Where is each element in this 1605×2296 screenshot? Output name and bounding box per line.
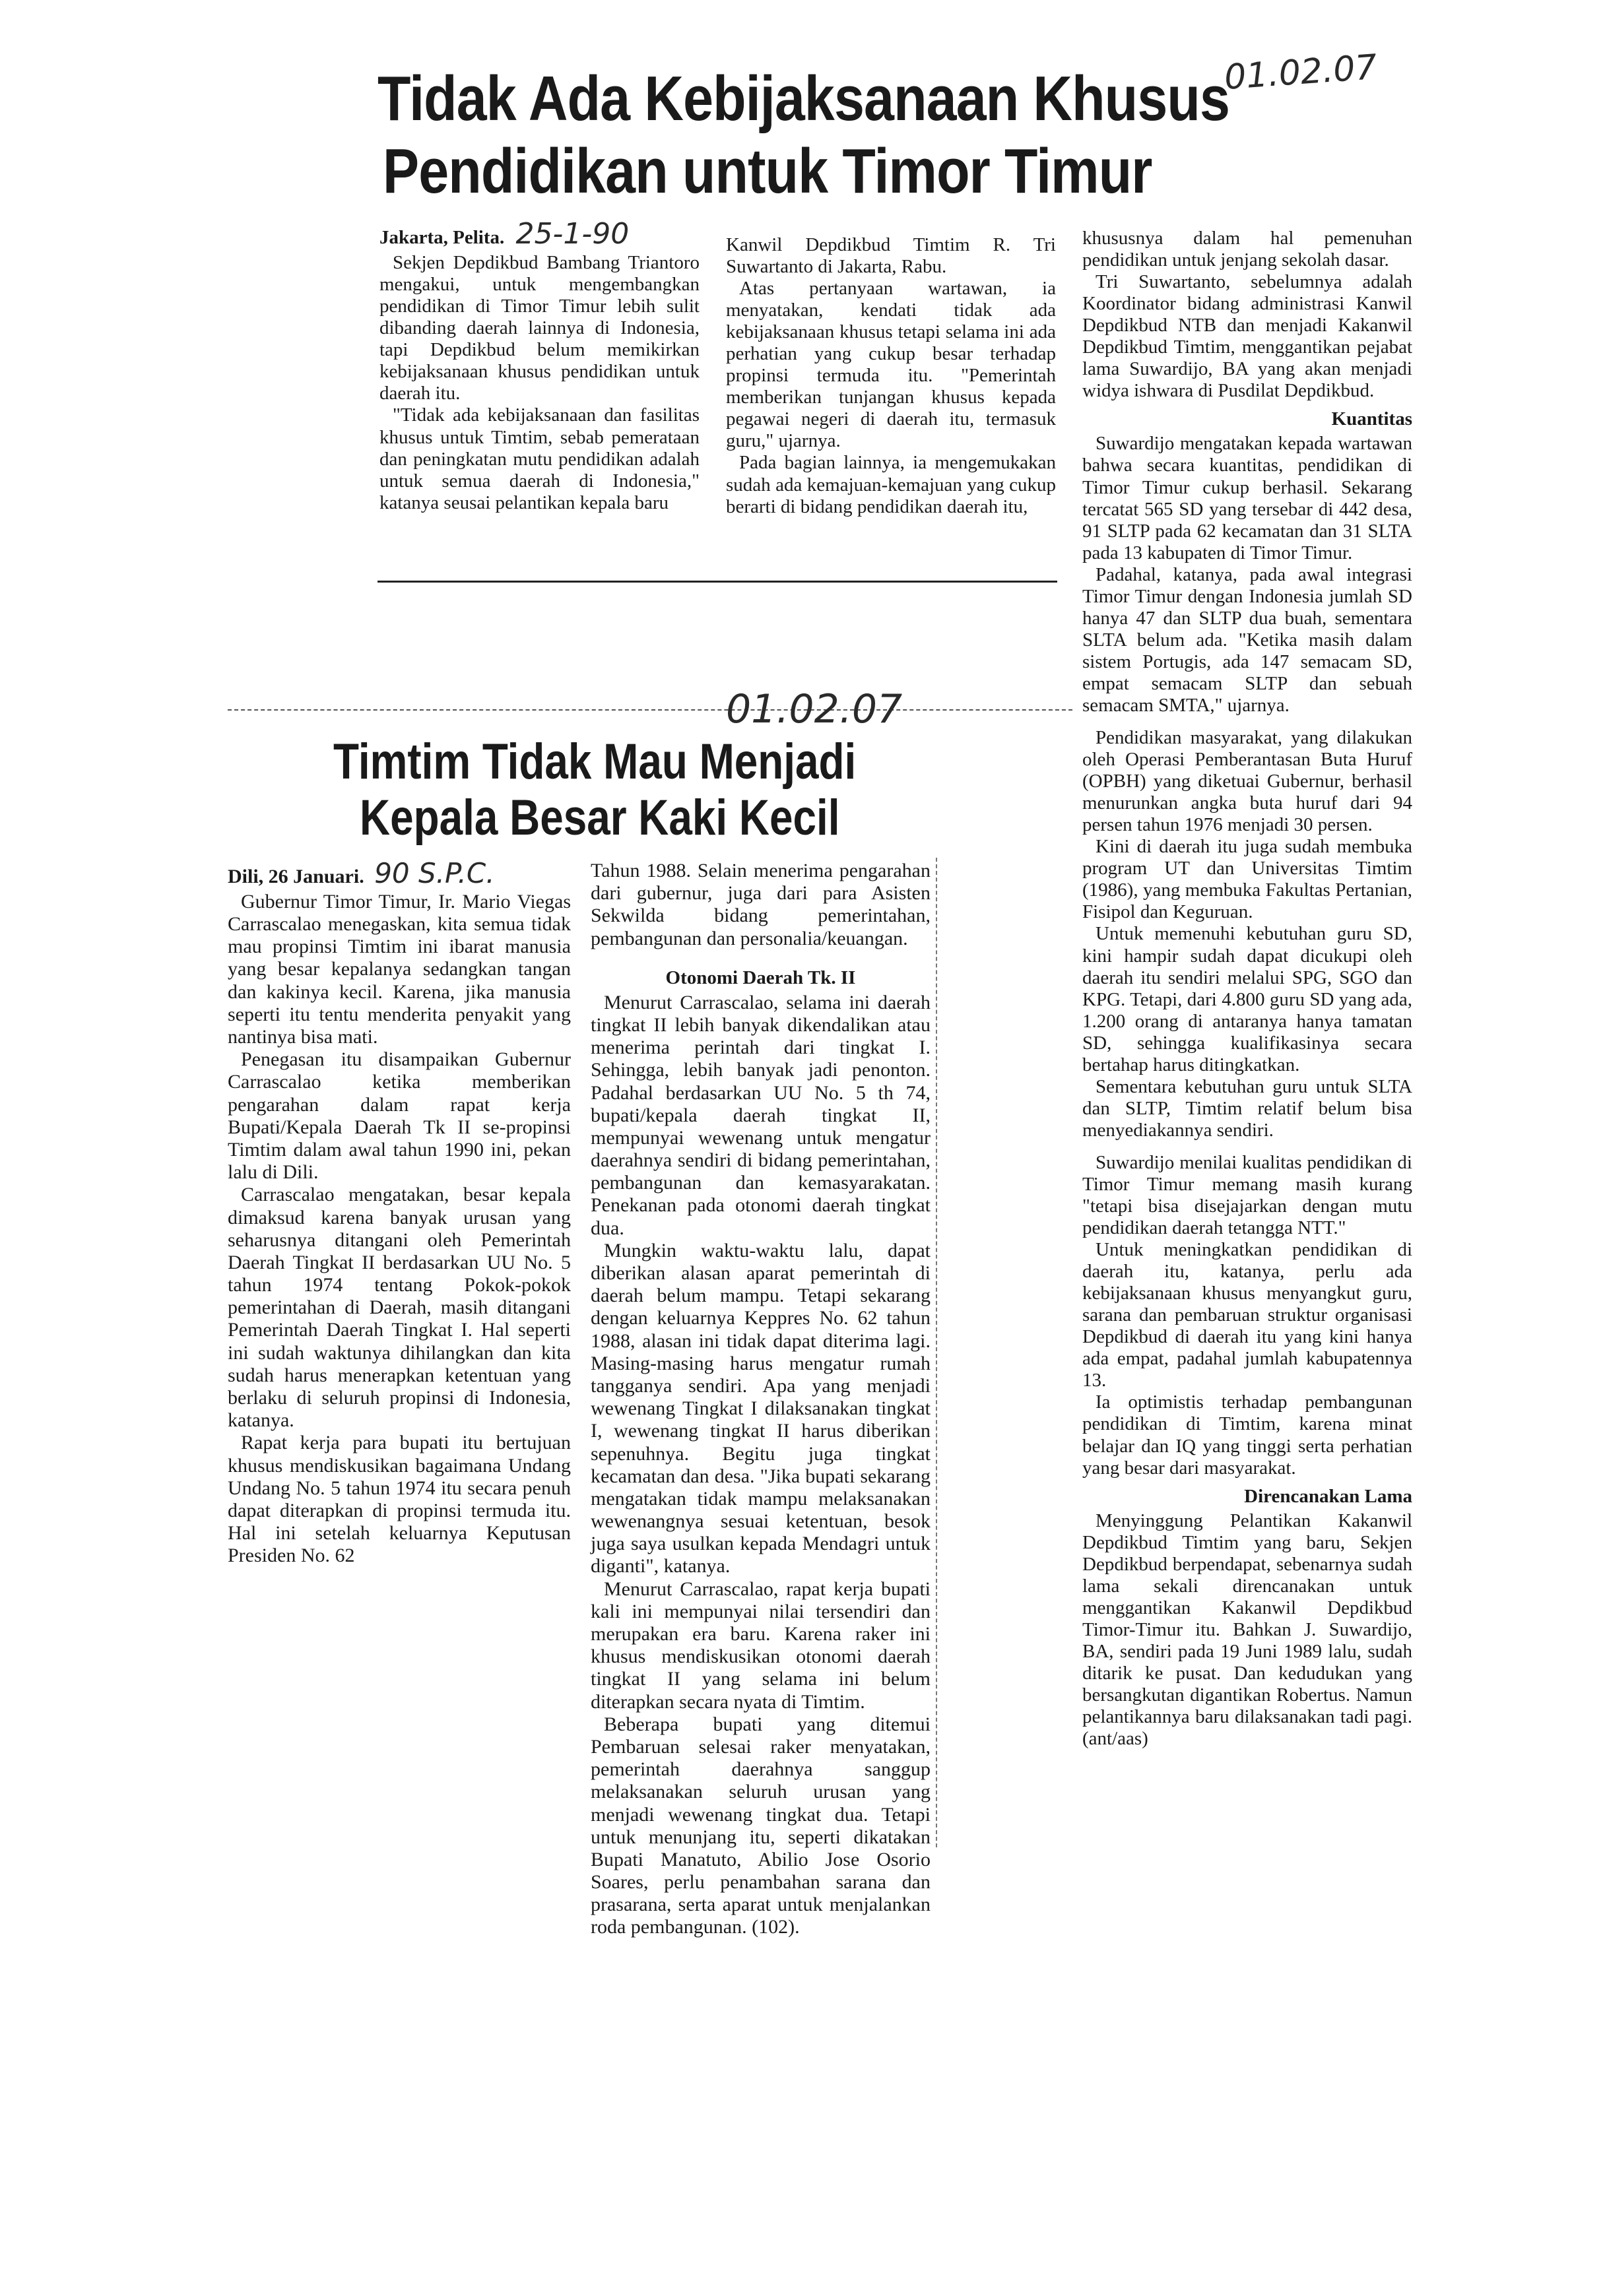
subhead-direncanakan: Direncanakan Lama	[1244, 1485, 1412, 1507]
paragraph: Suwardijo mengatakan kepada wartawan bahwa secara kuantitas, pendidikan di Timor Timur cukup berhasil. Sekarang tercatat 565 SD yang tersebar di 442 desa, 91 SLTP pada 62 kecamatan dan 31 SLTA pada 13 kabupaten di Timor Timur.	[1082, 433, 1412, 563]
article2-column-1	[228, 858, 571, 1568]
handwritten-date: 90 S.P.C.	[374, 857, 495, 889]
paragraph: Sementara kebutuhan guru untuk SLTA dan SLTP, Timtim relatif belum bisa menyediakannya sendiri.	[1082, 1075, 1412, 1141]
paragraph: Pendidikan masyarakat, yang dilakukan oleh Operasi Pemberantasan Buta Huruf (OPBH) yang diketuai Gubernur, berhasil menurunkan angka buta huruf dari 94 persen tahun 1976 menjadi 30 persen.	[1082, 727, 1412, 836]
paragraph: Menurut Carrascalao, rapat kerja bupati kali ini mempunyai nilai tersendiri dan merupakan era baru. Karena raker ini khusus mendiskusikan otonomi daerah tingkat II yang selama ini belum diterapkan secara nyata di Timtim.	[591, 1578, 931, 1713]
article2-headline-line1: Timtim Tidak Mau Menjadi	[333, 734, 857, 790]
paragraph: Gubernur Timor Timur, Ir. Mario Viegas Carrascalao menegaskan, kita semua tidak mau propinsi Timtim ini ibarat manusia yang besar kepalanya sedangkan tangan dan kakinya kecil. Karena, jika manusia seperti itu tentu menderita penyakit yang nantinya bisa mati.	[228, 890, 571, 1048]
article1-headline-line2: Pendidikan untuk Timor Timur	[383, 136, 1152, 207]
article1-column-1	[379, 218, 700, 514]
article1-column-2	[726, 234, 1056, 518]
article1-bottom-rule	[377, 581, 1057, 583]
paragraph: Tahun 1988. Selain menerima pengarahan dari gubernur, juga dari para Asisten Sekwilda bidang pemerintahan, pembangunan dan personalia/keuangan.	[591, 860, 931, 949]
article2-handwritten-date-top: 01.02.07	[726, 686, 903, 732]
paragraph: Mungkin waktu-waktu lalu, dapat diberikan alasan aparat pemerintah di daerah belum mampu. Tetapi sekarang dengan keluarnya Keppres No. 62 tahun 1988, alasan ini tidak dapat diterima lagi. Masing-masing harus mengatur rumah tangganya sendiri. Apa yang menjadi wewenang Tingkat I dilaksanakan tingkat I, wewenang tingkat II harus diberikan sepenuhnya. Begitu juga tingkat kecamatan dan desa. "Jika bupati sekarang mengatakan tidak mampu melaksanakan wewenangnya sesuai ketentuan, besok juga saya usulkan kepada Mendagri untuk diganti", katanya.	[591, 1239, 931, 1578]
paragraph: Atas pertanyaan wartawan, ia menyatakan, kendati tidak ada kebijaksanaan khusus tetapi selama ini ada perhatian yang cukup besar terhadap propinsi termuda itu. "Pemerintah memberikan tunjangan khusus kepada pegawai negeri di daerah itu, termasuk guru," ujarnya.	[726, 278, 1056, 452]
paragraph: Menyinggung Pelantikan Kakanwil Depdikbud Timtim yang baru, Sekjen Depdikbud berpendapat, sebenarnya sudah lama sekali direncanakan untuk menggantikan Kakanwil Depdikbud Timor-Timur itu. Bahkan J. Suwardijo, BA, sendiri pada 19 Juni 1989 lalu, sudah ditarik ke pusat. Dan kedudukan yang bersangkutan digantikan Robertus. Namun pelantikannya baru dilaksanakan tadi pagi. (ant/aas)	[1082, 1510, 1412, 1750]
clipping-cut-line	[228, 709, 1072, 711]
handwritten-date-top: 01.02.07	[1223, 47, 1379, 98]
paragraph: Rapat kerja para bupati itu bertujuan khusus mendiskusikan bagaimana Undang Undang No. 5 tahun 1974 itu secara penuh dapat diterapkan di propinsi termuda itu. Hal ini setelah keluarnya Keputusan Presiden No. 62	[228, 1432, 571, 1567]
article2-headline-line2: Kepala Besar Kaki Kecil	[360, 790, 840, 846]
paragraph: Menurut Carrascalao, selama ini daerah tingkat II lebih banyak dikendalikan atau menerima perintah dari tingkat I. Sehingga, lebih banyak jadi penonton. Padahal berdasarkan UU No. 5 th 74, bupati/kepala daerah tingkat II, mempunyai wewenang untuk mengatur daerahnya sendiri di bidang pemerintahan, pembangunan dan kemasyarakatan. Penekanan pada otonomi daerah tingkat dua.	[591, 991, 931, 1239]
paragraph: "Tidak ada kebijaksanaan dan fasilitas khusus untuk Timtim, sebab pemerataan dan peningkatan mutu pendidikan adalah untuk semua daerah di Indonesia," katanya seusai pelantikan kepala baru	[379, 404, 700, 513]
article2-dateline	[228, 858, 571, 889]
paragraph: Kanwil Depdikbud Timtim R. Tri Suwartanto di Jakarta, Rabu.	[726, 234, 1056, 278]
article1-headline-line1: Tidak Ada Kebijaksanaan Khusus	[377, 63, 1230, 134]
paragraph: Suwardijo menilai kualitas pendidikan di Timor Timur memang masih kurang "tetapi bisa disejajarkan dengan mutu pendidikan daerah tetangga NTT."	[1082, 1151, 1412, 1239]
paragraph: Sekjen Depdikbud Bambang Triantoro mengakui, untuk mengembangkan pendidikan di Timor Timur lebih sulit dibanding daerah lainnya di Indonesia, tapi Depdikbud belum memikirkan kebijaksanaan khusus pendidikan untuk daerah itu.	[379, 252, 700, 404]
paragraph: Penegasan itu disampaikan Gubernur Carrascalao ketika memberikan pengarahan dalam rapat kerja Bupati/Kepala Daerah Tk II se-propinsi Timtim dalam awal tahun 1990 ini, pekan lalu di Dili.	[228, 1048, 571, 1184]
paragraph: Padahal, katanya, pada awal integrasi Timor Timur dengan Indonesia jumlah SD hanya 47 dan SLTP dua buah, sementara SLTA belum ada. "Ketika masih dalam sistem Portugis, ada 147 semacam SD, empat semacam SLTP dan sebuah semacam SMTA," ujarnya.	[1082, 563, 1412, 716]
paragraph: Ia optimistis terhadap pembangunan pendidikan di Timtim, karena minat belajar dan IQ yang tinggi serta perhatian yang besar dari masyarakat.	[1082, 1391, 1412, 1479]
paragraph: Untuk meningkatkan pendidikan di daerah itu, katanya, perlu ada kebijaksanaan khusus menyangkut guru, sarana dan pembaruan struktur organisasi Depdikbud di daerah itu yang kini hanya ada empat, padahal jumlah kabupatennya 13.	[1082, 1239, 1412, 1391]
article1-column-3	[1082, 228, 1412, 1750]
subhead-kuantitas: Kuantitas	[1331, 408, 1412, 430]
article1-dateline	[379, 218, 700, 251]
paragraph: Untuk memenuhi kebutuhan guru SD, kini hampir sudah dapat dicukupi oleh daerah itu sendiri melalui SPG, SGO dan KPG. Tetapi, dari 4.800 guru SD yang ada, 1.200 orang di antaranya hanya tamatan SD, sehingga kualifikasinya secara bertahap harus ditingkatkan.	[1082, 923, 1412, 1075]
paragraph: khususnya dalam hal pemenuhan pendidikan untuk jenjang sekolah dasar.	[1082, 228, 1412, 271]
paragraph: Kini di daerah itu juga sudah membuka program UT dan Universitas Timtim (1986), yang membuka Fakultas Pertanian, Fisipol dan Keguruan.	[1082, 836, 1412, 923]
handwritten-date: 25-1-90	[515, 217, 630, 251]
subhead-otonomi: Otonomi Daerah Tk. II	[665, 967, 856, 988]
paragraph: Pada bagian lainnya, ia mengemukakan sudah ada kemajuan-kemajuan yang cukup berarti di bidang pendidikan daerah itu,	[726, 452, 1056, 517]
vertical-cut-line	[936, 858, 937, 1847]
paragraph: Tri Suwartanto, sebelumnya adalah Koordinator bidang administrasi Kanwil Depdikbud NTB dan menjadi Kakanwil Depdikbud Timtim, menggantikan pejabat lama Suwardijo, BA yang akan menjadi widya ishwara di Pusdilat Depdikbud.	[1082, 271, 1412, 402]
article2-column-2	[591, 860, 931, 1939]
paragraph: Beberapa bupati yang ditemui Pembaruan selesai raker menyatakan, pemerintah daerahnya sanggup melaksanakan seluruh urusan yang menjadi wewenang tingkat dua. Tetapi untuk menunjang itu, seperti dikatakan Bupati Manatuto, Abilio Jose Osorio Soares, perlu penambahan sarana dan prasarana, serta aparat untuk menjalankan roda pembangunan. (102).	[591, 1713, 931, 1938]
dateline-text: Jakarta, Pelita.	[379, 227, 505, 248]
paragraph: Carrascalao mengatakan, besar kepala dimaksud karena banyak urusan yang seharusnya ditangani oleh Pemerintah Daerah Tingkat II berdasarkan UU No. 5 tahun 1974 tentang Pokok-pokok pemerintahan di Daerah, masih ditangani Pemerintah Daerah Tingkat I. Hal seperti ini sudah waktunya dihilangkan dan kita sudah harus menerapkan ketentuan yang berlaku di seluruh propinsi di Indonesia, katanya.	[228, 1184, 571, 1432]
dateline-text: Dili, 26 Januari.	[228, 866, 364, 887]
